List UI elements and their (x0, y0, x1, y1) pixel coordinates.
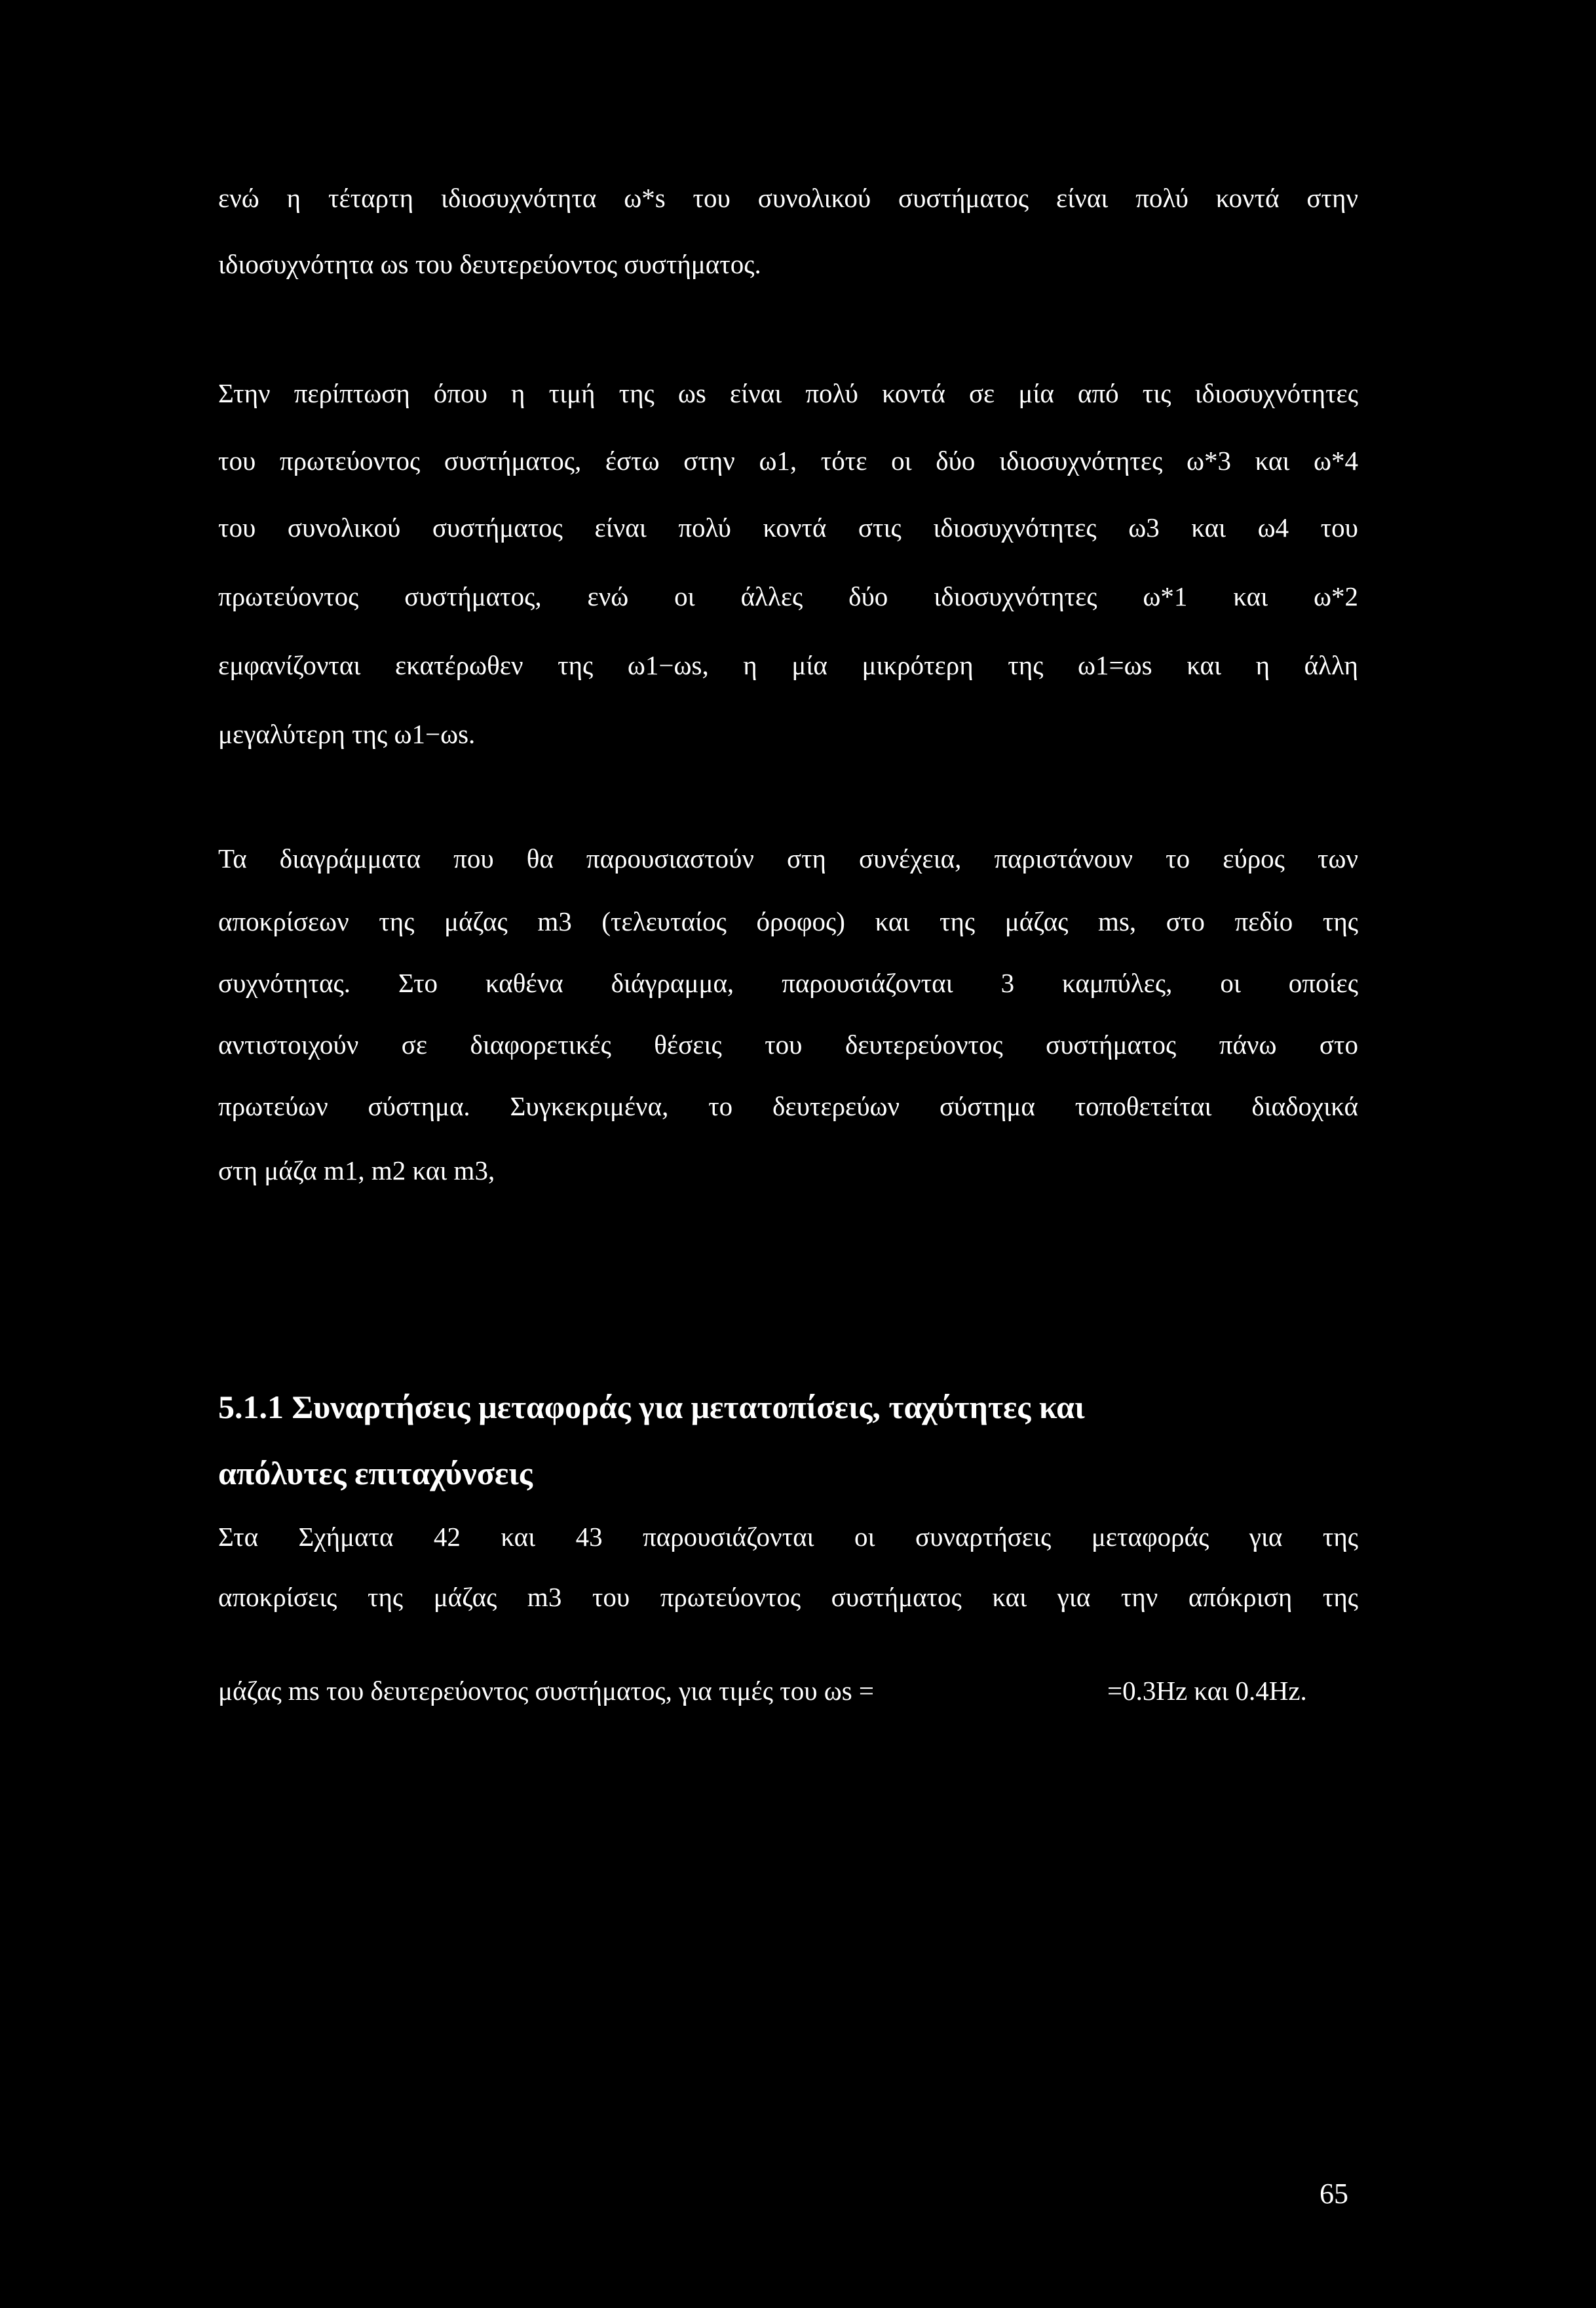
text-line-3: Στην περίπτωση όπου η τιμή της ωs είναι πολύ κοντά σε μία από τις ιδιοσυχνότητες (218, 378, 1358, 408)
text-line-1: ενώ η τέταρτη ιδιοσυχνότητα ω*s του συνολικού συστήματος είναι πολύ κοντά στην (218, 183, 1358, 213)
text-line-5: του συνολικού συστήματος είναι πολύ κοντά στις ιδιοσυχνότητες ω3 και ω4 του (218, 512, 1358, 543)
text-line-14: στη μάζα m1, m2 και m3, (218, 1155, 495, 1185)
section-heading-line-2: απόλυτες επιταχύνσεις (218, 1455, 533, 1491)
text-line-10: αποκρίσεων της μάζας m3 (τελευταίος όροφος) και της μάζας ms, στο πεδίο της (218, 906, 1358, 936)
text-line-17: μάζας ms του δευτερεύοντος συστήματος, για τιμές του ωs = (218, 1676, 875, 1706)
page-number: 65 (1320, 2178, 1348, 2210)
text-line-4: του πρωτεύοντος συστήματος, έστω στην ω1, τότε οι δύο ιδιοσυχνότητες ω*3 και ω*4 (218, 446, 1358, 476)
text-line-12: αντιστοιχούν σε διαφορετικές θέσεις του δευτερεύοντος συστήματος πάνω στο (218, 1029, 1358, 1060)
text-line-9: Τα διαγράμματα που θα παρουσιαστούν στη συνέχεια, παριστάνουν το εύρος των (218, 843, 1358, 874)
text-line-11: συχνότητας. Στο καθένα διάγραμμα, παρουσιάζονται 3 καμπύλες, οι οποίες (218, 968, 1358, 998)
text-line-8: μεγαλύτερη της ω1−ωs. (218, 719, 476, 749)
text-line-13: πρωτεύων σύστημα. Συγκεκριμένα, το δευτερεύων σύστημα τοποθετείται διαδοχικά (218, 1091, 1358, 1121)
text-line-16: αποκρίσεις της μάζας m3 του πρωτεύοντος συστήματος και για την απόκριση της (218, 1582, 1358, 1612)
text-line-2: ιδιοσυχνότητα ωs του δευτερεύοντος συστήματος. (218, 249, 761, 279)
text-line-7: εμφανίζονται εκατέρωθεν της ω1−ωs, η μία μικρότερη της ω1=ωs και η άλλη (218, 650, 1358, 680)
section-heading-line-1: 5.1.1 Συναρτήσεις μεταφοράς για μετατοπίσεις, ταχύτητες και (218, 1389, 1085, 1425)
text-line-6: πρωτεύοντος συστήματος, ενώ οι άλλες δύο ιδιοσυχνότητες ω*1 και ω*2 (218, 581, 1358, 611)
text-line-18: =0.3Hz και 0.4Hz. (1107, 1676, 1307, 1706)
text-line-15: Στα Σχήματα 42 και 43 παρουσιάζονται οι συναρτήσεις μεταφοράς για της (218, 1522, 1358, 1552)
